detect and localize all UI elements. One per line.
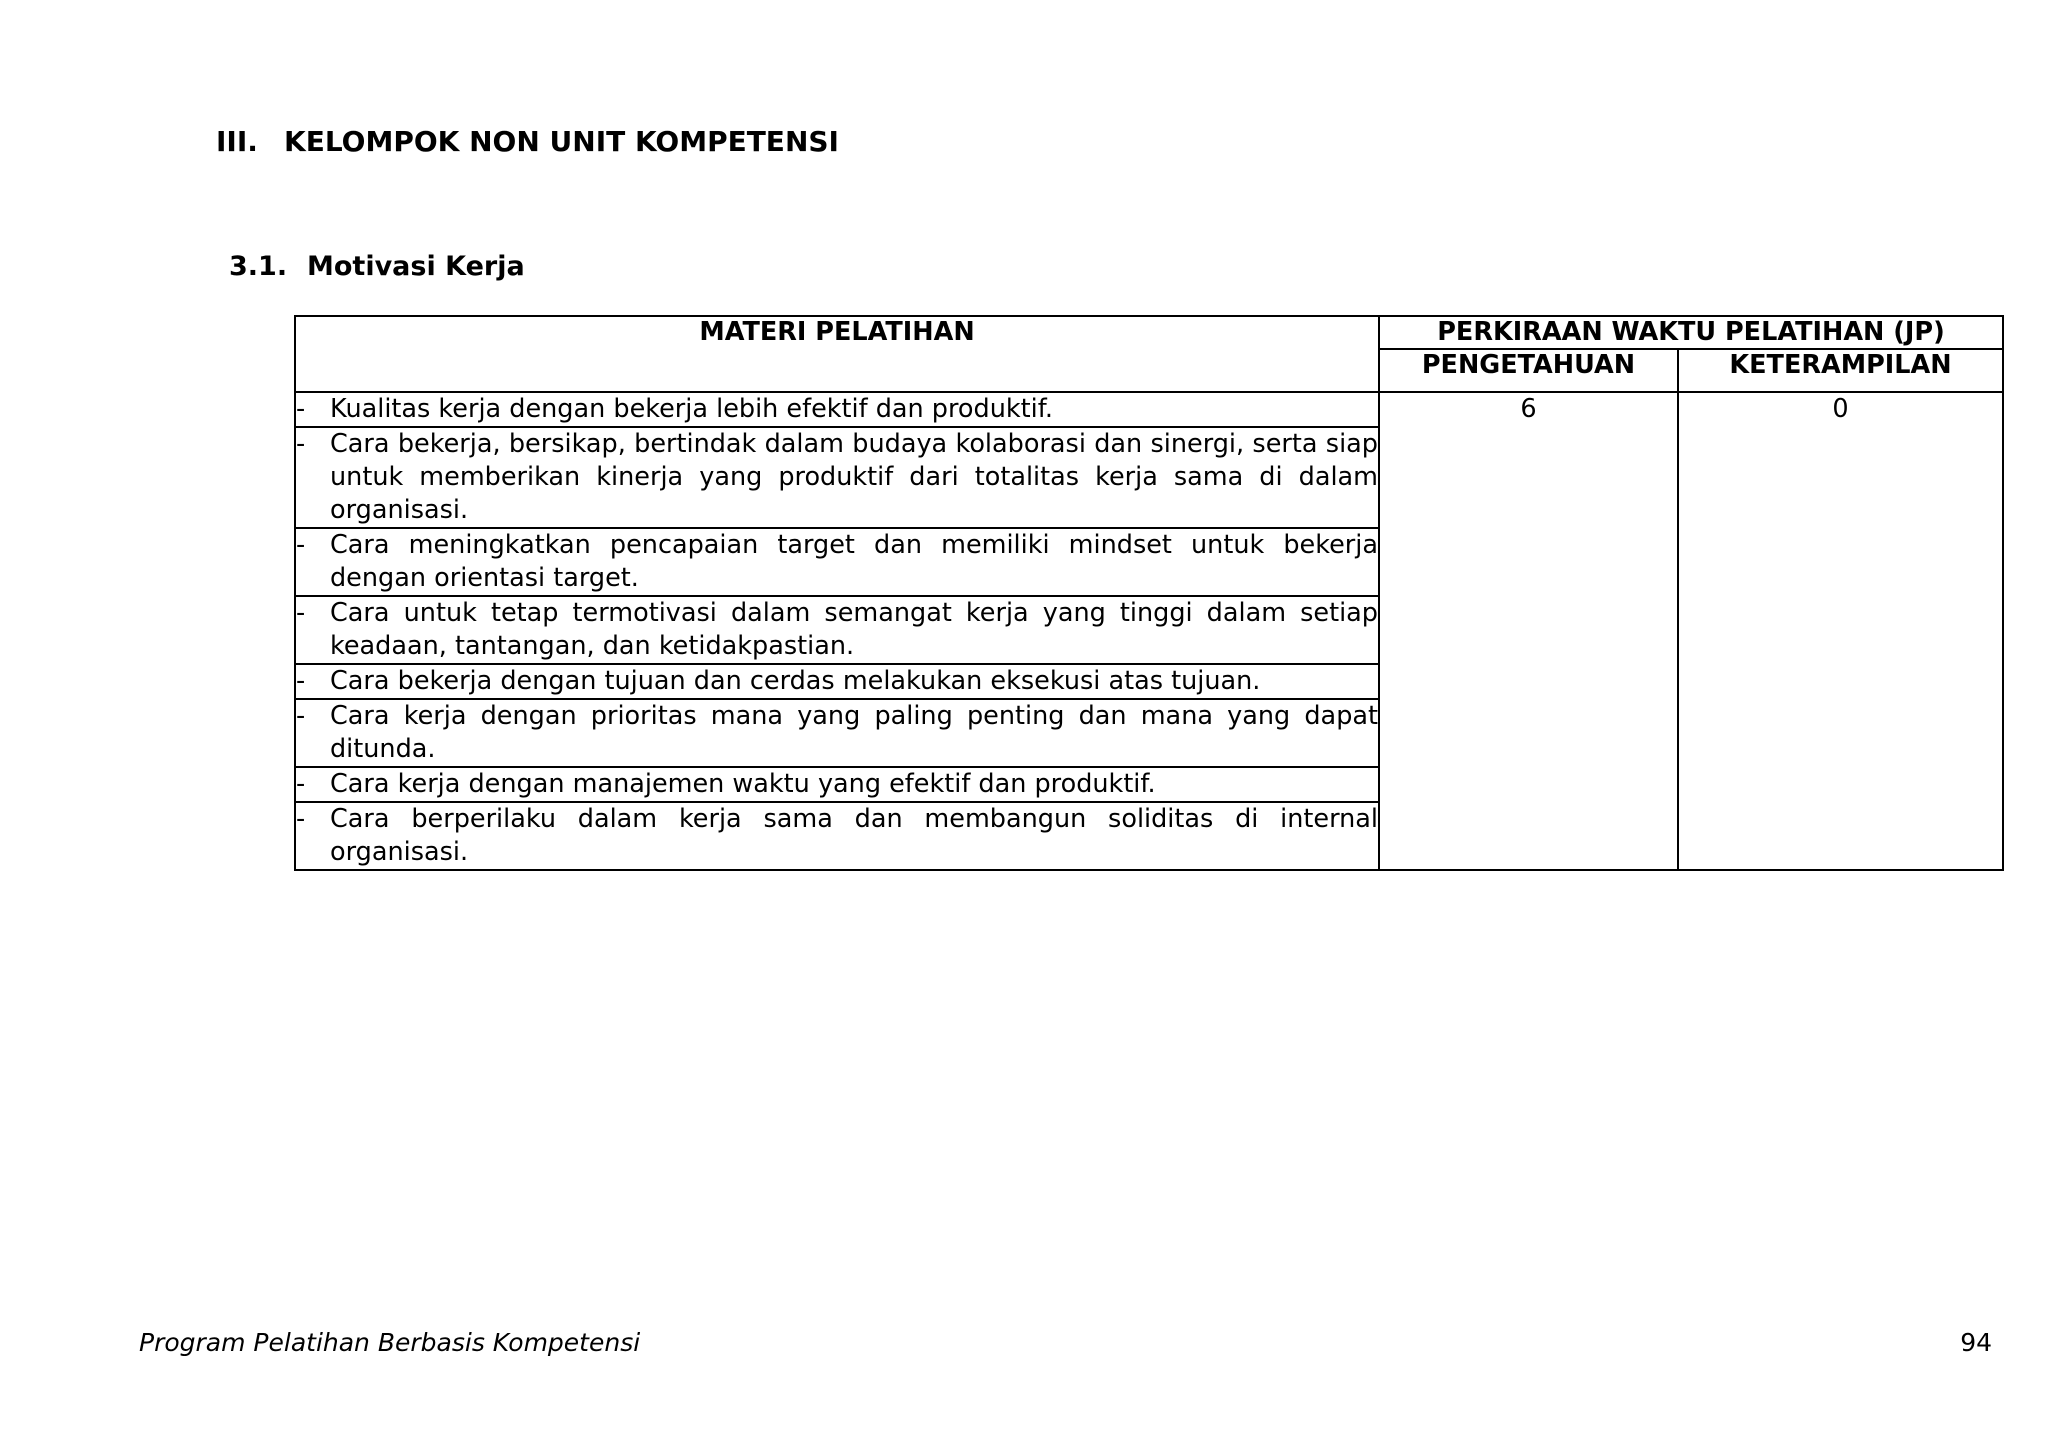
subsection-number: 3.1. — [229, 251, 288, 282]
materi-item: Cara meningkatkan pencapaian target dan memiliki mindset untuk bekerja dengan orientasi target. — [330, 530, 1378, 593]
bullet-dash: - — [296, 804, 306, 834]
bullet-dash: - — [296, 769, 306, 799]
footer-program-name: Program Pelatihan Berbasis Kompetensi — [139, 1328, 641, 1357]
bullet-dash: - — [296, 429, 306, 459]
table-row — [295, 699, 1379, 767]
keterampilan-value: 0 — [1678, 392, 2003, 870]
materi-item: Kualitas kerja dengan bekerja lebih efektif dan produktif. — [330, 394, 1053, 424]
table-row — [295, 528, 1379, 596]
pengetahuan-value: 6 — [1379, 392, 1678, 870]
materi-item: Cara kerja dengan prioritas mana yang paling penting dan mana yang dapat ditunda. — [330, 701, 1378, 764]
header-perkiraan-waktu: PERKIRAAN WAKTU PELATIHAN (JP) — [1379, 316, 2003, 349]
section-number: III. — [216, 125, 258, 158]
bullet-dash: - — [296, 394, 306, 424]
table-row — [295, 664, 1379, 699]
section-title: KELOMPOK NON UNIT KOMPETENSI — [284, 125, 839, 158]
bullet-dash: - — [296, 598, 306, 628]
bullet-dash: - — [296, 666, 306, 696]
materi-item: Cara berperilaku dalam kerja sama dan membangun soliditas di internal organisasi. — [330, 804, 1378, 867]
table-row — [295, 596, 1379, 664]
materi-item: Cara bekerja dengan tujuan dan cerdas melakukan eksekusi atas tujuan. — [330, 666, 1261, 696]
table-row — [295, 392, 1379, 427]
table-row — [295, 767, 1379, 802]
bullet-dash: - — [296, 701, 306, 731]
subsection-heading — [229, 248, 525, 286]
bullet-dash: - — [296, 530, 306, 560]
materi-item: Cara bekerja, bersikap, bertindak dalam budaya kolaborasi dan sinergi, serta siap untuk memberikan kinerja yang produktif dari totalitas kerja sama di dalam organisasi. — [330, 429, 1378, 525]
header-keterampilan: KETERAMPILAN — [1678, 349, 2003, 392]
subsection-title: Motivasi Kerja — [307, 251, 525, 282]
footer-page-number: 94 — [1960, 1328, 1992, 1357]
materi-item: Cara untuk tetap termotivasi dalam semangat kerja yang tinggi dalam setiap keadaan, tantangan, dan ketidakpastian. — [330, 598, 1378, 661]
header-materi-pelatihan: MATERI PELATIHAN — [295, 316, 1379, 392]
header-pengetahuan: PENGETAHUAN — [1379, 349, 1678, 392]
table-row — [295, 802, 1379, 870]
section-heading — [216, 122, 839, 162]
training-material-table — [294, 315, 2004, 871]
table-row — [295, 427, 1379, 528]
materi-item: Cara kerja dengan manajemen waktu yang efektif dan produktif. — [330, 769, 1156, 799]
